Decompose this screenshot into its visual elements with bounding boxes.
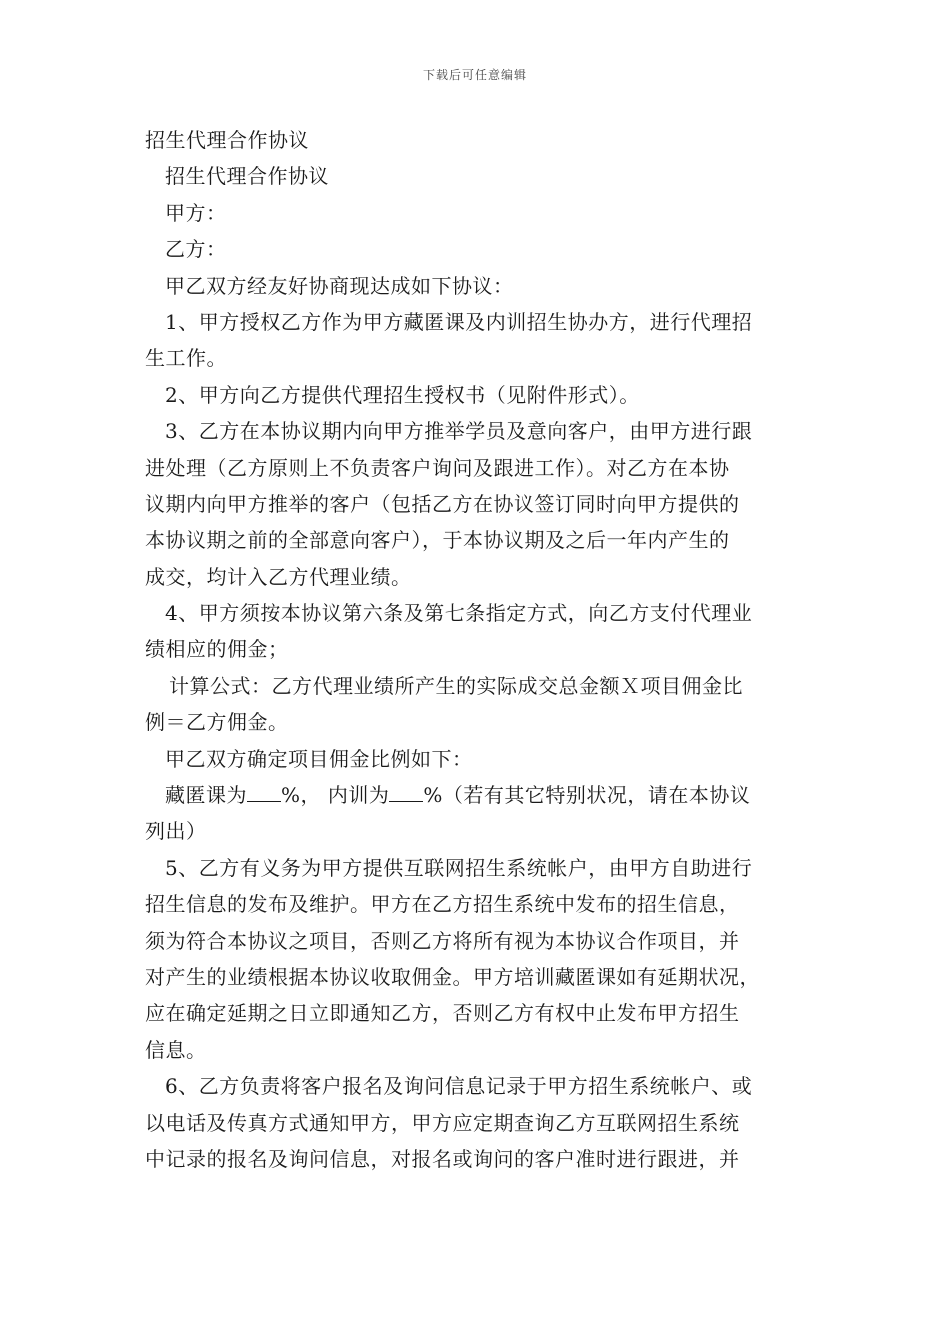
ratio-part-2: %， 内训为 (281, 783, 390, 808)
party-a-line: 甲方： (165, 200, 227, 225)
clause-4-line: 绩相应的佣金； (145, 637, 289, 662)
clause-3-line: 进处理（乙方原则上不负责客户询问及跟进工作）。对乙方在本协 (145, 455, 730, 480)
clause-2-line: 2、甲方向乙方提供代理招生授权书（见附件形式）。 (165, 382, 640, 407)
clause-5-line: 5、乙方有义务为甲方提供互联网招生系统帐户，由甲方自助进行 (165, 855, 753, 880)
document-title: 招生代理合作协议 (145, 128, 309, 152)
header-note: 下载后可任意编辑 (422, 68, 527, 82)
document-subtitle: 招生代理合作协议 (165, 164, 329, 189)
blank-line (247, 781, 281, 802)
clause-5-line: 应在确定延期之日立即通知乙方，否则乙方有权中止发布甲方招生 (145, 1001, 740, 1026)
clause-3-line: 议期内向甲方推举的客户（包括乙方在协议签订同时向甲方提供的 (145, 491, 740, 516)
formula-line: 例＝乙方佣金。 (145, 710, 289, 735)
ratio-intro-line: 甲乙双方确定项目佣金比例如下： (165, 746, 473, 771)
ratio-part-3: %（若有其它特别状况，请在本协议 (423, 783, 751, 808)
clause-5-line: 招生信息的发布及维护。甲方在乙方招生系统中发布的招生信息， (145, 892, 740, 917)
ratio-continuation-line: 列出） (145, 819, 207, 844)
clause-1-line: 1、甲方授权乙方作为甲方藏匿课及内训招生协办方，进行代理招 (165, 309, 753, 334)
clause-3-line: 本协议期之前的全部意向客户），于本协议期及之后一年内产生的 (145, 528, 730, 553)
clause-5-line: 须为符合本协议之项目，否则乙方将所有视为本协议合作项目，并 (145, 928, 740, 953)
clause-5-line: 对产生的业绩根据本协议收取佣金。甲方培训藏匿课如有延期状况， (145, 964, 760, 989)
blank-line (389, 781, 423, 802)
intro-line: 甲乙双方经友好协商现达成如下协议： (165, 273, 514, 298)
clause-4-line: 4、甲方须按本协议第六条及第七条指定方式，向乙方支付代理业 (165, 601, 753, 626)
clause-3-line: 3、乙方在本协议期内向甲方推举学员及意向客户，由甲方进行跟 (165, 419, 753, 444)
clause-3-line: 成交，均计入乙方代理业绩。 (145, 564, 412, 589)
document-body (145, 122, 810, 1177)
ratio-line (145, 777, 810, 813)
clause-6-line: 6、乙方负责将客户报名及询问信息记录于甲方招生系统帐户、或 (165, 1074, 753, 1099)
clause-6-line: 中记录的报名及询问信息，对报名或询问的客户准时进行跟进，并 (145, 1146, 740, 1171)
clause-1-line: 生工作。 (145, 346, 227, 371)
formula-line: 计算公式：乙方代理业绩所产生的实际成交总金额Ｘ项目佣金比 (169, 673, 743, 698)
party-b-line: 乙方： (165, 237, 227, 262)
clause-5-line: 信息。 (145, 1037, 207, 1062)
clause-6-line: 以电话及传真方式通知甲方，甲方应定期查询乙方互联网招生系统 (145, 1110, 740, 1135)
ratio-part-1: 藏匿课为 (165, 783, 247, 808)
